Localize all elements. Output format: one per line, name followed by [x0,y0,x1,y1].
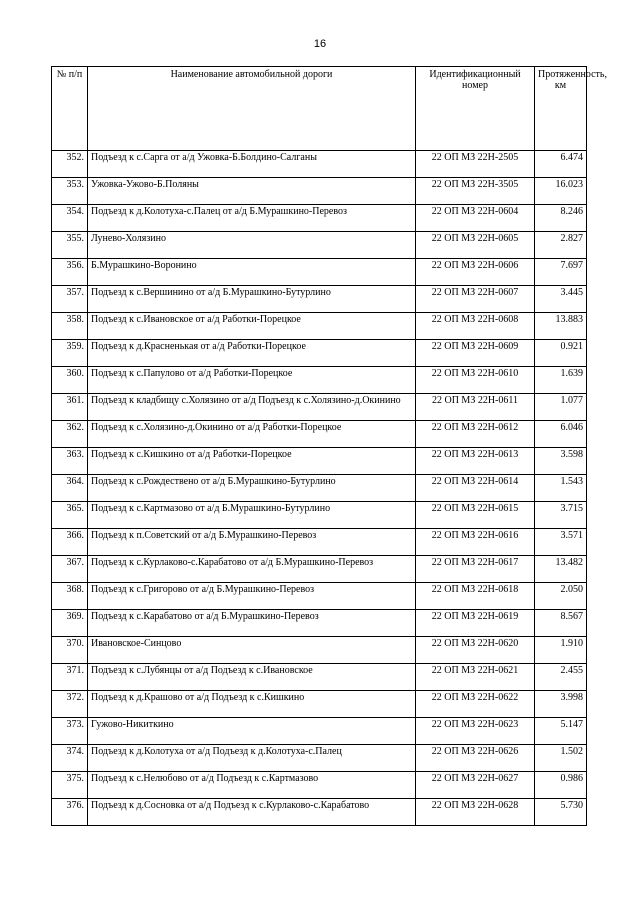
road-length: 1.910 [535,637,587,664]
road-name: Подъезд к с.Сарга от а/д Ужовка-Б.Болдино-Салганы [88,151,416,178]
road-name: Подъезд к с.Ивановское от а/д Работки-Порецкое [88,313,416,340]
road-id: 22 ОП МЗ 22Н-0605 [416,232,535,259]
row-number: 368. [52,583,88,610]
road-id: 22 ОП МЗ 22Н-0621 [416,664,535,691]
header-name: Наименование автомобильной дороги [88,67,416,151]
row-number: 376. [52,799,88,826]
row-number: 356. [52,259,88,286]
road-name: Подъезд к д.Колотуха от а/д Подъезд к д.Колотуха-с.Палец [88,745,416,772]
row-number: 363. [52,448,88,475]
road-length: 3.998 [535,691,587,718]
table-body [52,151,587,826]
road-name: Подъезд к с.Григорово от а/д Б.Мурашкино-Перевоз [88,583,416,610]
table-row [52,556,587,583]
road-name: Подъезд к с.Лубянцы от а/д Подъезд к с.Ивановское [88,664,416,691]
road-id: 22 ОП МЗ 22Н-0607 [416,286,535,313]
row-number: 359. [52,340,88,367]
road-length: 0.986 [535,772,587,799]
road-name: Подъезд к с.Рождествено от а/д Б.Мурашкино-Бутурлино [88,475,416,502]
road-name: Лунево-Холязино [88,232,416,259]
row-number: 352. [52,151,88,178]
road-id: 22 ОП МЗ 22Н-0606 [416,259,535,286]
road-length: 6.474 [535,151,587,178]
header-id: Идентификационный номер [416,67,535,151]
table-row [52,718,587,745]
table-row [52,475,587,502]
road-name: Подъезд к с.Нелюбово от а/д Подъезд к с.Картмазово [88,772,416,799]
table-row [52,286,587,313]
row-number: 362. [52,421,88,448]
row-number: 357. [52,286,88,313]
road-length: 13.482 [535,556,587,583]
road-length: 1.639 [535,367,587,394]
road-name: Подъезд к д.Колотуха-с.Палец от а/д Б.Мурашкино-Перевоз [88,205,416,232]
header-length: Протяженность, км [535,67,587,151]
road-id: 22 ОП МЗ 22Н-0623 [416,718,535,745]
row-number: 358. [52,313,88,340]
road-name: Подъезд к с.Карабатово от а/д Б.Мурашкино-Перевоз [88,610,416,637]
table-row [52,232,587,259]
table-row [52,151,587,178]
road-id: 22 ОП МЗ 22Н-0608 [416,313,535,340]
road-length: 3.445 [535,286,587,313]
row-number: 355. [52,232,88,259]
table-row [52,421,587,448]
road-length: 3.598 [535,448,587,475]
road-name: Подъезд к д.Красненькая от а/д Работки-Порецкое [88,340,416,367]
table-row [52,691,587,718]
row-number: 374. [52,745,88,772]
road-length: 5.730 [535,799,587,826]
road-id: 22 ОП МЗ 22Н-0609 [416,340,535,367]
road-length: 1.077 [535,394,587,421]
road-name: Гужово-Никиткино [88,718,416,745]
table-row [52,502,587,529]
road-length: 6.046 [535,421,587,448]
table-row [52,664,587,691]
road-name: Подъезд к кладбищу с.Холязино от а/д Подъезд к с.Холязино-д.Окинино [88,394,416,421]
road-name: Подъезд к с.Кишкино от а/д Работки-Порецкое [88,448,416,475]
road-length: 8.567 [535,610,587,637]
road-id: 22 ОП МЗ 22Н-3505 [416,178,535,205]
road-id: 22 ОП МЗ 22Н-0614 [416,475,535,502]
road-name: Подъезд к с.Картмазово от а/д Б.Мурашкино-Бутурлино [88,502,416,529]
table-row [52,313,587,340]
table-row [52,772,587,799]
row-number: 371. [52,664,88,691]
road-name: Подъезд к п.Советский от а/д Б.Мурашкино-Перевоз [88,529,416,556]
row-number: 367. [52,556,88,583]
road-id: 22 ОП МЗ 22Н-0620 [416,637,535,664]
roads-table [51,66,607,826]
row-number: 369. [52,610,88,637]
road-name: Подъезд к с.Холязино-д.Окинино от а/д Работки-Порецкое [88,421,416,448]
road-name: Ужовка-Ужово-Б.Поляны [88,178,416,205]
row-number: 353. [52,178,88,205]
row-number: 354. [52,205,88,232]
road-length: 2.455 [535,664,587,691]
road-id: 22 ОП МЗ 22Н-0619 [416,610,535,637]
table-row [52,205,587,232]
road-name: Подъезд к с.Вершинино от а/д Б.Мурашкино-Бутурлино [88,286,416,313]
header-row [52,67,587,151]
road-name: Ивановское-Синцово [88,637,416,664]
row-number: 365. [52,502,88,529]
table-row [52,259,587,286]
road-id: 22 ОП МЗ 22Н-0604 [416,205,535,232]
road-id: 22 ОП МЗ 22Н-0611 [416,394,535,421]
road-id: 22 ОП МЗ 22Н-0612 [416,421,535,448]
road-name: Б.Мурашкино-Воронино [88,259,416,286]
table-row [52,340,587,367]
road-name: Подъезд к с.Курлаково-с.Карабатово от а/д Б.Мурашкино-Перевоз [88,556,416,583]
row-number: 370. [52,637,88,664]
road-id: 22 ОП МЗ 22Н-0616 [416,529,535,556]
road-name: Подъезд к д.Крашово от а/д Подъезд к с.Кишкино [88,691,416,718]
road-id: 22 ОП МЗ 22Н-0618 [416,583,535,610]
road-name: Подъезд к с.Папулово от а/д Работки-Порецкое [88,367,416,394]
road-id: 22 ОП МЗ 22Н-0626 [416,745,535,772]
table-row [52,637,587,664]
road-id: 22 ОП МЗ 22Н-0627 [416,772,535,799]
row-number: 360. [52,367,88,394]
road-length: 1.543 [535,475,587,502]
table-row [52,394,587,421]
row-number: 364. [52,475,88,502]
row-number: 366. [52,529,88,556]
road-length: 13.883 [535,313,587,340]
road-length: 5.147 [535,718,587,745]
road-id: 22 ОП МЗ 22Н-0617 [416,556,535,583]
road-length: 1.502 [535,745,587,772]
road-name: Подъезд к д.Сосновка от а/д Подъезд к с.Курлаково-с.Карабатово [88,799,416,826]
table-row [52,583,587,610]
road-length: 3.571 [535,529,587,556]
table-row [52,367,587,394]
row-number: 372. [52,691,88,718]
road-id: 22 ОП МЗ 22Н-0615 [416,502,535,529]
road-length: 2.827 [535,232,587,259]
road-length: 2.050 [535,583,587,610]
road-id: 22 ОП МЗ 22Н-0628 [416,799,535,826]
road-id: 22 ОП МЗ 22Н-0610 [416,367,535,394]
row-number: 361. [52,394,88,421]
header-num: № п/п [52,67,88,151]
row-number: 373. [52,718,88,745]
table-row [52,610,587,637]
road-id: 22 ОП МЗ 22Н-2505 [416,151,535,178]
road-id: 22 ОП МЗ 22Н-0613 [416,448,535,475]
page-number: 16 [313,38,327,50]
table-row [52,799,587,826]
road-length: 7.697 [535,259,587,286]
table-row [52,745,587,772]
road-length: 16.023 [535,178,587,205]
road-length: 3.715 [535,502,587,529]
table-row [52,448,587,475]
road-length: 8.246 [535,205,587,232]
row-number: 375. [52,772,88,799]
table-row [52,529,587,556]
road-id: 22 ОП МЗ 22Н-0622 [416,691,535,718]
road-length: 0.921 [535,340,587,367]
table-row [52,178,587,205]
